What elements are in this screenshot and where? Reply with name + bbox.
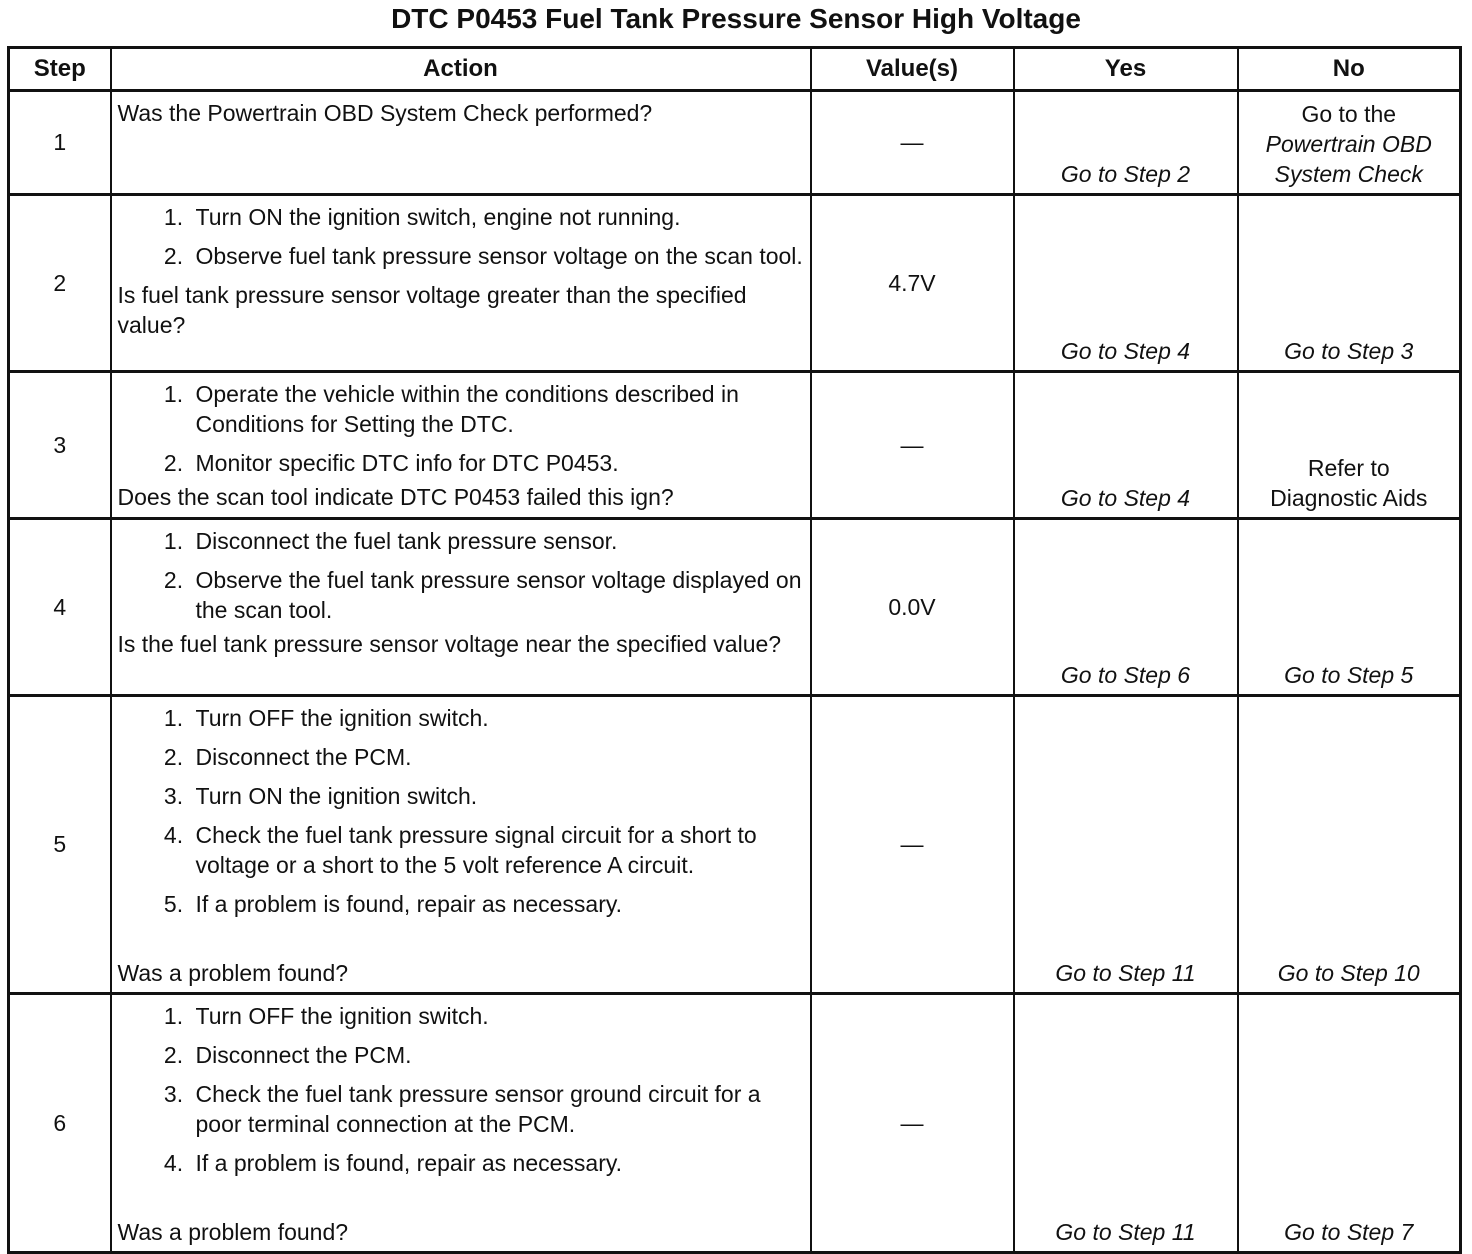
action-step: 2. Disconnect the PCM. xyxy=(190,1040,804,1070)
yes-cell: Go to Step 4 xyxy=(1014,195,1238,372)
action-step: 3. Turn ON the ignition switch. xyxy=(190,781,804,811)
action-question: Is the fuel tank pressure sensor voltage near the specified value? xyxy=(117,631,782,657)
no-cell: Go to Step 5 xyxy=(1238,519,1461,696)
action-question: Does the scan tool indicate DTC P0453 failed this ign? xyxy=(117,484,674,510)
action-steps-list xyxy=(118,379,804,478)
action-steps-list xyxy=(118,526,804,625)
no-cell: Go to Step 7 xyxy=(1238,994,1461,1253)
action-step: 1. Turn ON the ignition switch, engine not running. xyxy=(190,202,804,232)
action-question: Was the Powertrain OBD System Check performed? xyxy=(117,100,653,126)
no-cell xyxy=(1238,91,1461,195)
action-step: 4. If a problem is found, repair as necessary. xyxy=(190,1148,804,1178)
yes-cell: Go to Step 6 xyxy=(1014,519,1238,696)
table-row xyxy=(9,696,1461,994)
no-cell: Go to Step 3 xyxy=(1238,195,1461,372)
action-cell xyxy=(111,994,811,1253)
no-line-1: Go to the xyxy=(1301,101,1397,127)
value-cell: 0.0V xyxy=(811,519,1014,696)
value-cell: — xyxy=(811,91,1014,195)
action-question: Was a problem found? xyxy=(117,1219,349,1245)
header-no: No xyxy=(1238,48,1461,91)
header-yes: Yes xyxy=(1014,48,1238,91)
action-step: 1. Turn OFF the ignition switch. xyxy=(190,1001,804,1031)
action-steps-list xyxy=(118,1001,804,1178)
yes-cell: Go to Step 2 xyxy=(1014,91,1238,195)
yes-cell: Go to Step 11 xyxy=(1014,696,1238,994)
action-step: 2. Observe fuel tank pressure sensor voltage on the scan tool. xyxy=(190,241,804,271)
no-cell: Refer to Diagnostic Aids xyxy=(1238,372,1461,519)
action-steps-list xyxy=(118,703,804,919)
action-steps-list xyxy=(118,202,804,271)
table-row xyxy=(9,372,1461,519)
action-step: 1. Operate the vehicle within the conditions described in Conditions for Setting the DTC. xyxy=(190,379,804,439)
header-values: Value(s) xyxy=(811,48,1014,91)
no-line-2: Powertrain OBD System Check xyxy=(1265,131,1432,187)
table-row xyxy=(9,994,1461,1253)
value-cell: — xyxy=(811,994,1014,1253)
action-question: Is fuel tank pressure sensor voltage greater than the specified value? xyxy=(117,282,747,338)
step-number: 3 xyxy=(9,372,111,519)
step-number: 6 xyxy=(9,994,111,1253)
action-step: 4. Check the fuel tank pressure signal circuit for a short to voltage or a short to the 5 volt reference A circuit. xyxy=(190,820,804,880)
no-cell: Go to Step 10 xyxy=(1238,696,1461,994)
action-step: 2. Observe the fuel tank pressure sensor voltage displayed on the scan tool. xyxy=(190,565,804,625)
action-cell xyxy=(111,195,811,372)
action-cell xyxy=(111,519,811,696)
action-step: 5. If a problem is found, repair as necessary. xyxy=(190,889,804,919)
table-row xyxy=(9,91,1461,195)
yes-cell: Go to Step 11 xyxy=(1014,994,1238,1253)
table-row xyxy=(9,195,1461,372)
header-step: Step xyxy=(9,48,111,91)
action-step: 2. Disconnect the PCM. xyxy=(190,742,804,772)
header-action: Action xyxy=(111,48,811,91)
action-step: 3. Check the fuel tank pressure sensor ground circuit for a poor terminal connection at the PCM. xyxy=(190,1079,804,1139)
yes-cell: Go to Step 4 xyxy=(1014,372,1238,519)
document-title: DTC P0453 Fuel Tank Pressure Sensor High Voltage xyxy=(391,3,1081,34)
step-number: 4 xyxy=(9,519,111,696)
action-cell xyxy=(111,91,811,195)
action-cell xyxy=(111,696,811,994)
action-step: 1. Disconnect the fuel tank pressure sensor. xyxy=(190,526,804,556)
table-header-row xyxy=(9,48,1461,91)
action-step: 1. Turn OFF the ignition switch. xyxy=(190,703,804,733)
value-cell: — xyxy=(811,696,1014,994)
value-cell: — xyxy=(811,372,1014,519)
diagnostic-table xyxy=(7,46,1462,1254)
value-cell: 4.7V xyxy=(811,195,1014,372)
step-number: 2 xyxy=(9,195,111,372)
action-step: 2. Monitor specific DTC info for DTC P0453. xyxy=(190,448,804,478)
step-number: 5 xyxy=(9,696,111,994)
step-number: 1 xyxy=(9,91,111,195)
action-question: Was a problem found? xyxy=(117,960,349,986)
table-row xyxy=(9,519,1461,696)
action-cell xyxy=(111,372,811,519)
